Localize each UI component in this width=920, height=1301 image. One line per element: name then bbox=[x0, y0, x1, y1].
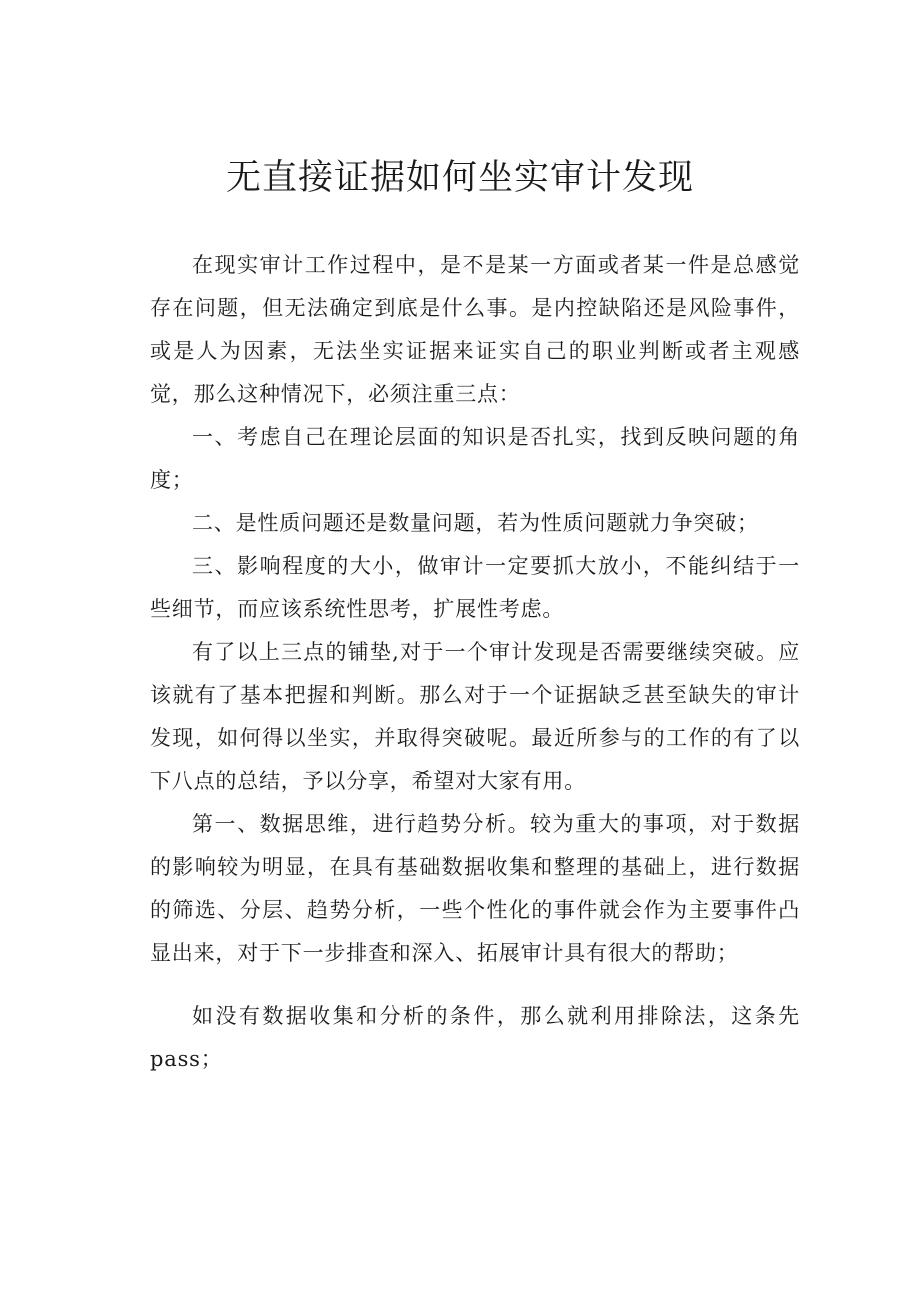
paragraph-point-three: 三、影响程度的大小，做审计一定要抓大放小，不能纠结于一些细节，而应该系统性思考，扩展性考虑。 bbox=[150, 554, 800, 621]
paragraph-point-two: 二、是性质问题还是数量问题，若为性质问题就力争突破； bbox=[192, 511, 759, 535]
paragraph-first-method: 第一、数据思维，进行趋势分析。较为重大的事项，对于数据的影响较为明显，在具有基础数据收集和整理的基础上，进行数据的筛选、分层、趋势分析，一些个性化的事件就会作为主要事件凸显出来，对于下一步排查和深入、拓展审计具有很大的帮助； bbox=[150, 812, 800, 965]
document-title: 无直接证据如何坐实审计发现 bbox=[225, 158, 694, 198]
document-body bbox=[150, 244, 800, 1081]
paragraph-transition: 有了以上三点的铺垫,对于一个审计发现是否需要继续突破。应该就有了基本把握和判断。那么对于一个证据缺乏甚至缺失的审计发现，如何得以坐实，并取得突破呢。最近所参与的工作的有了以下八点的总结，予以分享，希望对大家有用。 bbox=[150, 640, 800, 793]
paragraph-intro: 在现实审计工作过程中，是不是某一方面或者某一件是总感觉存在问题，但无法确定到底是什么事。是内控缺陷还是风险事件，或是人为因素，无法坐实证据来证实自己的职业判断或者主观感觉，那么这种情况下，必须注重三点： bbox=[150, 253, 800, 406]
paragraph-point-one: 一、考虑自己在理论层面的知识是否扎实，找到反映问题的角度； bbox=[150, 425, 800, 492]
paragraph-fallback-note: 如没有数据收集和分析的条件，那么就利用排除法，这条先pass； bbox=[150, 1004, 800, 1071]
